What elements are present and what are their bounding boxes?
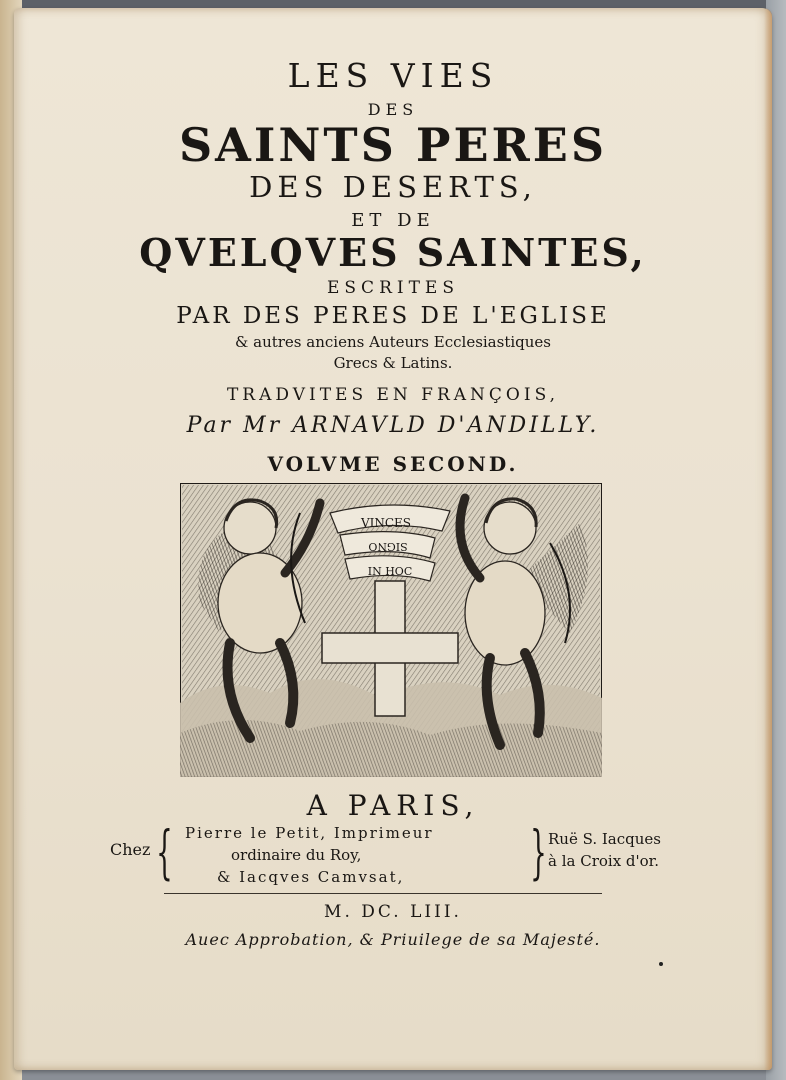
title-line-author: Par Mr ARNAVLD D'ANDILLY. [186,413,600,438]
title-line-saints-peres: SAINTS PERES [178,118,608,172]
publisher-line-2: ordinaire du Roy, [231,846,362,864]
left-brace-icon: { [156,818,173,886]
banner-signo: SIGNO [368,540,408,553]
publisher-line-3: & Iacqves Camvsat, [217,868,405,886]
address-line-2: à la Croix d'or. [548,852,659,870]
imprint-city: A PARIS, [306,789,480,822]
horizontal-rule [164,893,602,894]
title-line-et-de: ET DE [351,210,435,231]
title-line-grecs-latins: Grecs & Latins. [333,354,453,372]
banner-vinces: VINCES [360,516,412,530]
title-line-les-vies: LES VIES [287,56,499,95]
title-line-volume: VOLVME SECOND. [267,452,519,476]
title-line-par-des-peres: PAR DES PERES DE L'EGLISE [176,303,610,329]
banner-in-hoc: IN HOC [367,565,413,578]
title-line-traduites: TRADVITES EN FRANÇOIS, [226,385,560,405]
publisher-line-1: Pierre le Petit, Imprimeur [185,824,434,842]
imprint-privilege: Auec Approbation, & Priuilege de sa Majesté. [185,930,601,949]
address-line-1: Ruë S. Iacques [548,830,661,848]
title-line-escrites: ESCRITES [327,278,459,298]
cherubs-cross-engraving [180,483,602,777]
title-line-des: DES [367,100,419,119]
title-line-auteurs: & autres anciens Auteurs Ecclesiastiques [235,333,551,351]
imprint-year: M. DC. LIII. [324,902,462,922]
right-brace-icon: } [530,818,547,886]
title-line-des-deserts: DES DESERTS, [249,170,537,204]
title-line-quelques-saintes: QVELQVES SAINTES, [139,230,647,275]
ink-speck [659,962,663,966]
imprint-chez: Chez [110,840,151,859]
